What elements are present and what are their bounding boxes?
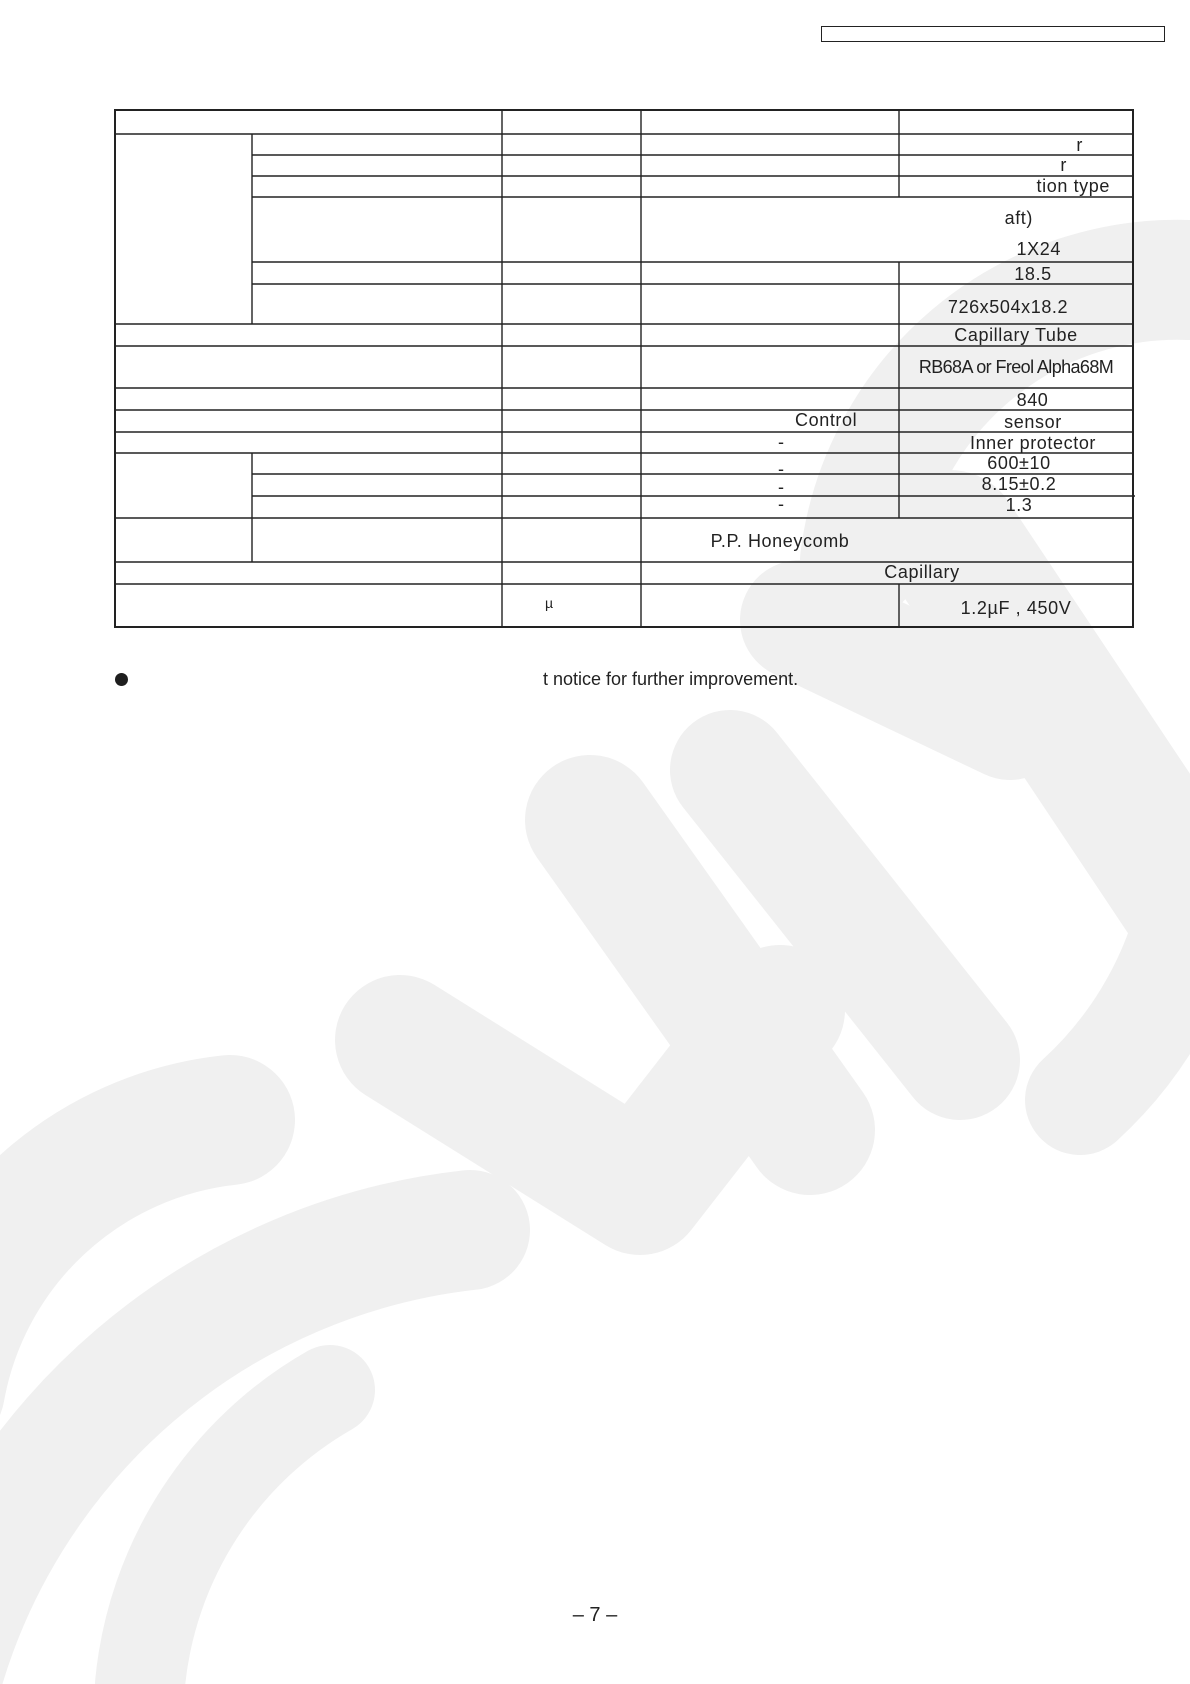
cell-row3-value: tion type bbox=[1036, 176, 1110, 196]
cell-row9-value: 840 bbox=[1016, 390, 1049, 410]
cell-row14-col3: - bbox=[778, 494, 785, 514]
cell-row14-value: 1.3 bbox=[1005, 495, 1033, 515]
cell-row1-value: r bbox=[1076, 135, 1083, 155]
cell-row10-value: sensor bbox=[1004, 412, 1062, 432]
page-number: – 7 – bbox=[572, 1604, 618, 1626]
cell-row16-value: Capillary bbox=[884, 562, 960, 582]
cell-row17-value: 1.2µF , 450V bbox=[960, 598, 1072, 618]
cell-row13-col3: - bbox=[778, 477, 785, 497]
cell-row10-col3: Control bbox=[795, 410, 858, 430]
cell-row13-value: 8.15±0.2 bbox=[981, 474, 1057, 494]
cell-row2-value: r bbox=[1060, 155, 1067, 175]
cell-row7-value: Capillary Tube bbox=[954, 325, 1078, 345]
cell-row8-value: RB68A or Freol Alpha68M bbox=[918, 357, 1114, 377]
cell-row17-unit: µ bbox=[545, 595, 554, 611]
note-text: t notice for further improvement. bbox=[543, 669, 799, 689]
cell-row15-col3: P.P. Honeycomb bbox=[710, 531, 850, 551]
cell-row4-value-line2: 1X24 bbox=[1016, 239, 1061, 259]
cell-row5-value: 18.5 bbox=[1014, 264, 1052, 284]
cell-row6-value: 726x504x18.2 bbox=[947, 297, 1069, 317]
cell-row12-value: 600±10 bbox=[987, 453, 1051, 473]
cell-row4-value-line1: aft) bbox=[1004, 208, 1033, 228]
cell-row11-col3: - bbox=[778, 432, 785, 452]
cell-row12-col3: - bbox=[778, 459, 785, 479]
cell-row11-value: Inner protector bbox=[969, 433, 1097, 453]
note-bullet bbox=[115, 673, 128, 686]
